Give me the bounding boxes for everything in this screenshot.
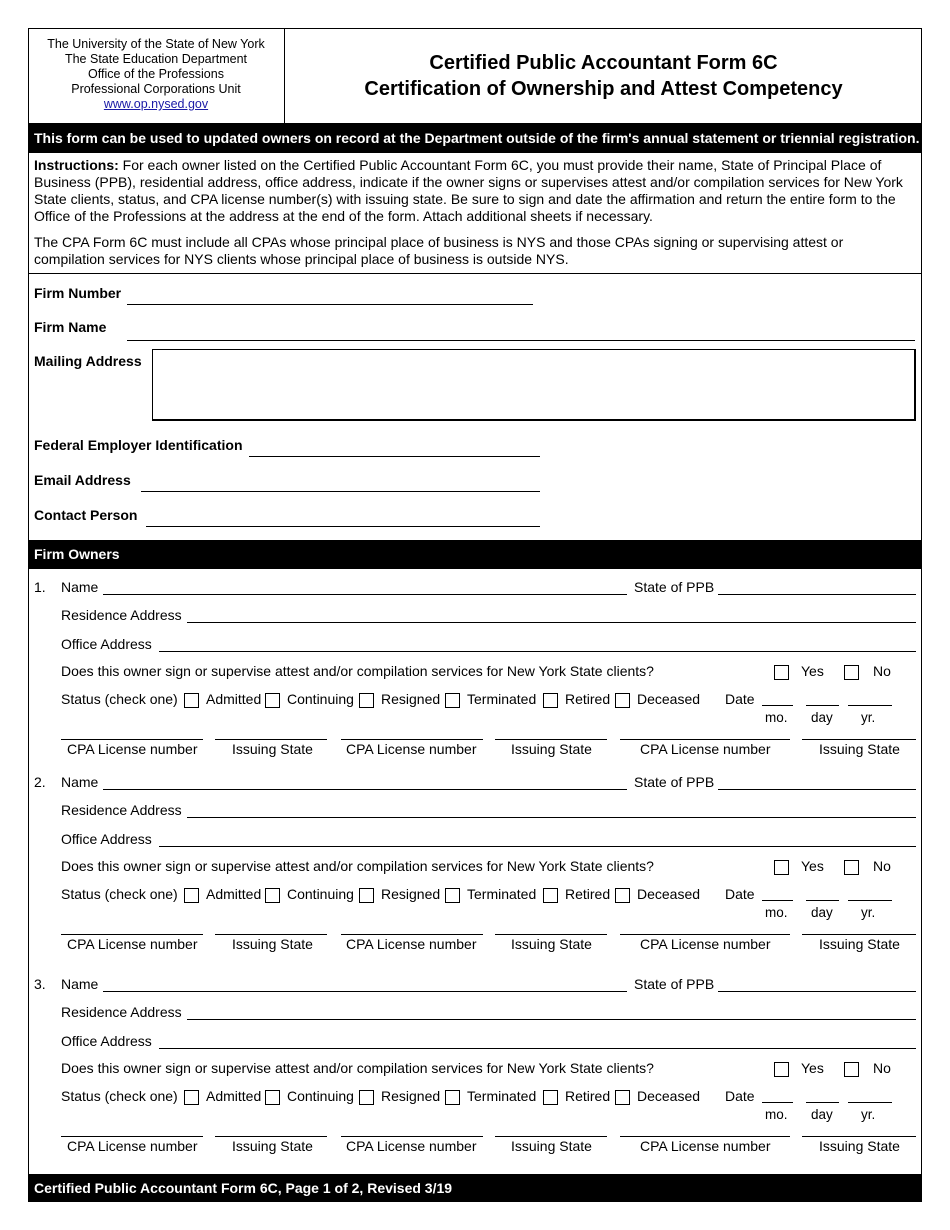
no-checkbox[interactable]: [844, 860, 859, 875]
owner-number: 3.: [34, 976, 46, 992]
state-ppb-field[interactable]: [718, 789, 916, 790]
admitted-label: Admitted: [206, 1088, 262, 1104]
admitted-checkbox[interactable]: [184, 1090, 199, 1105]
attest-question: Does this owner sign or supervise attest and/or compilation services for New York State clients?: [61, 663, 654, 679]
agency-block: [28, 28, 285, 123]
retired-checkbox[interactable]: [543, 693, 558, 708]
cpa-license-label: CPA License number: [67, 1138, 198, 1154]
owner-number: 1.: [34, 579, 46, 595]
issuing-state-field-2[interactable]: [495, 1136, 607, 1137]
instructions-lead: Instructions:: [34, 157, 119, 173]
yes-label: Yes: [801, 858, 824, 874]
yes-label: Yes: [801, 1060, 824, 1076]
date-month-field[interactable]: [762, 1102, 793, 1103]
footer-bar: Certified Public Accountant Form 6C, Page 1 of 2, Revised 3/19: [28, 1174, 922, 1202]
cpa-license-label: CPA License number: [346, 936, 477, 952]
instructions-para2: The CPA Form 6C must include all CPAs whose principal place of business is NYS and those CPAs signing or supervising attest or compilation services for NYS clients whose principal place of business is outside NYS.: [34, 234, 844, 267]
resigned-checkbox[interactable]: [359, 693, 374, 708]
license-number-field-1[interactable]: [61, 739, 203, 740]
mo-label: mo.: [765, 710, 788, 725]
resigned-checkbox[interactable]: [359, 888, 374, 903]
contact-person-field[interactable]: [146, 526, 540, 527]
admitted-checkbox[interactable]: [184, 693, 199, 708]
yes-checkbox[interactable]: [774, 860, 789, 875]
retired-checkbox[interactable]: [543, 1090, 558, 1105]
state-ppb-label: State of PPB: [634, 774, 715, 790]
office-label: Office Address: [61, 1033, 152, 1049]
terminated-label: Terminated: [467, 1088, 537, 1104]
terminated-checkbox[interactable]: [445, 888, 460, 903]
firm-name-label: Firm Name: [34, 319, 107, 335]
yr-label: yr.: [861, 905, 876, 920]
issuing-state-field-3[interactable]: [802, 739, 916, 740]
cpa-license-label: CPA License number: [640, 741, 771, 757]
attest-question: Does this owner sign or supervise attest and/or compilation services for New York State clients?: [61, 1060, 654, 1076]
license-number-field-1[interactable]: [61, 934, 203, 935]
issuing-state-label: Issuing State: [511, 936, 592, 952]
no-label: No: [873, 663, 891, 679]
office-field[interactable]: [159, 1048, 916, 1049]
date-label: Date: [725, 886, 755, 902]
state-ppb-field[interactable]: [718, 991, 916, 992]
no-checkbox[interactable]: [844, 665, 859, 680]
instructions: [34, 157, 914, 225]
cpa-license-label: CPA License number: [67, 936, 198, 952]
no-checkbox[interactable]: [844, 1062, 859, 1077]
date-day-field[interactable]: [806, 705, 839, 706]
firm-owners-header: Firm Owners: [28, 540, 922, 569]
date-year-field[interactable]: [848, 705, 892, 706]
retired-label: Retired: [565, 1088, 611, 1104]
no-label: No: [873, 1060, 891, 1076]
continuing-checkbox[interactable]: [265, 693, 280, 708]
name-label: Name: [61, 976, 99, 992]
issuing-state-field-2[interactable]: [495, 739, 607, 740]
agency-line: The State Education Department: [64, 52, 248, 66]
office-field[interactable]: [159, 846, 916, 847]
day-label: day: [811, 710, 833, 725]
yes-checkbox[interactable]: [774, 1062, 789, 1077]
issuing-state-label: Issuing State: [819, 1138, 900, 1154]
owner-number: 2.: [34, 774, 46, 790]
retired-checkbox[interactable]: [543, 888, 558, 903]
title-line-2: Certification of Ownership and Attest Competency: [364, 78, 843, 100]
cpa-license-label: CPA License number: [346, 1138, 477, 1154]
license-number-field-2[interactable]: [341, 739, 483, 740]
no-label: No: [873, 858, 891, 874]
fein-field[interactable]: [249, 456, 540, 457]
license-number-field-3[interactable]: [620, 739, 790, 740]
status-label: Status (check one): [61, 691, 178, 707]
residence-field[interactable]: [187, 817, 916, 818]
residence-field[interactable]: [187, 1019, 916, 1020]
deceased-label: Deceased: [637, 1088, 701, 1104]
terminated-checkbox[interactable]: [445, 1090, 460, 1105]
date-label: Date: [725, 1088, 755, 1104]
license-number-field-3[interactable]: [620, 934, 790, 935]
office-label: Office Address: [61, 636, 152, 652]
date-year-field[interactable]: [848, 1102, 892, 1103]
issuing-state-field-1[interactable]: [215, 1136, 327, 1137]
mo-label: mo.: [765, 1107, 788, 1122]
firm-number-label: Firm Number: [34, 285, 122, 301]
issuing-state-label: Issuing State: [232, 936, 313, 952]
status-label: Status (check one): [61, 1088, 178, 1104]
date-year-field[interactable]: [848, 900, 892, 901]
date-month-field[interactable]: [762, 705, 793, 706]
continuing-checkbox[interactable]: [265, 888, 280, 903]
retired-label: Retired: [565, 691, 611, 707]
date-day-field[interactable]: [806, 1102, 839, 1103]
day-label: day: [811, 1107, 833, 1122]
residence-label: Residence Address: [61, 802, 182, 818]
instructions-body: For each owner listed on the Certified Public Accountant Form 6C, you must provide their name, State of Principal Place of Business (PPB), residential address, office address, indicate if the owner signs or supervises attest and/or compilation services for New York State clients, status, and CPA license number(s) with issuing state. Be sure to sign and date the affirmation and return the entire form to the Office of the Professions at the address at the end of the form. Attach additional sheets if necessary.: [34, 157, 903, 224]
license-number-field-1[interactable]: [61, 1136, 203, 1137]
name-label: Name: [61, 774, 99, 790]
email-field[interactable]: [141, 491, 540, 492]
issuing-state-label: Issuing State: [232, 741, 313, 757]
admitted-label: Admitted: [206, 691, 262, 707]
issuing-state-field-2[interactable]: [495, 934, 607, 935]
firm-name-field[interactable]: [127, 340, 915, 341]
issuing-state-label: Issuing State: [511, 741, 592, 757]
yes-label: Yes: [801, 663, 824, 679]
deceased-checkbox[interactable]: [615, 693, 630, 708]
continuing-label: Continuing: [287, 1088, 354, 1104]
residence-field[interactable]: [187, 622, 916, 623]
terminated-label: Terminated: [467, 691, 537, 707]
issuing-state-label: Issuing State: [819, 741, 900, 757]
notice-bar: This form can be used to updated owners on record at the Department outside of the firm's annual statement or triennial registration.: [28, 123, 922, 153]
yr-label: yr.: [861, 710, 876, 725]
issuing-state-label: Issuing State: [511, 1138, 592, 1154]
name-field[interactable]: [103, 594, 627, 595]
deceased-checkbox[interactable]: [615, 1090, 630, 1105]
contact-person-label: Contact Person: [34, 507, 138, 523]
continuing-label: Continuing: [287, 886, 354, 902]
deceased-label: Deceased: [637, 886, 701, 902]
date-day-field[interactable]: [806, 900, 839, 901]
cpa-license-label: CPA License number: [640, 1138, 771, 1154]
state-ppb-label: State of PPB: [634, 976, 715, 992]
agency-line: The University of the State of New York: [47, 37, 265, 51]
retired-label: Retired: [565, 886, 611, 902]
form-title: [285, 28, 922, 123]
fein-label: Federal Employer Identification: [34, 437, 243, 453]
admitted-checkbox[interactable]: [184, 888, 199, 903]
admitted-label: Admitted: [206, 886, 262, 902]
terminated-checkbox[interactable]: [445, 693, 460, 708]
issuing-state-label: Issuing State: [232, 1138, 313, 1154]
residence-label: Residence Address: [61, 1004, 182, 1020]
resigned-label: Resigned: [381, 886, 441, 902]
attest-question: Does this owner sign or supervise attest and/or compilation services for New York State clients?: [61, 858, 654, 874]
firm-number-field[interactable]: [127, 304, 533, 305]
continuing-checkbox[interactable]: [265, 1090, 280, 1105]
yes-checkbox[interactable]: [774, 665, 789, 680]
deceased-checkbox[interactable]: [615, 888, 630, 903]
license-number-field-3[interactable]: [620, 1136, 790, 1137]
name-label: Name: [61, 579, 99, 595]
date-label: Date: [725, 691, 755, 707]
office-label: Office Address: [61, 831, 152, 847]
agency-line: Professional Corporations Unit: [71, 82, 241, 96]
issuing-state-field-1[interactable]: [215, 934, 327, 935]
day-label: day: [811, 905, 833, 920]
continuing-label: Continuing: [287, 691, 354, 707]
resigned-label: Resigned: [381, 1088, 441, 1104]
state-ppb-field[interactable]: [718, 594, 916, 595]
date-month-field[interactable]: [762, 900, 793, 901]
cpa-license-label: CPA License number: [346, 741, 477, 757]
name-field[interactable]: [103, 991, 627, 992]
residence-label: Residence Address: [61, 607, 182, 623]
email-label: Email Address: [34, 472, 131, 488]
resigned-checkbox[interactable]: [359, 1090, 374, 1105]
issuing-state-label: Issuing State: [819, 936, 900, 952]
deceased-label: Deceased: [637, 691, 701, 707]
name-field[interactable]: [103, 789, 627, 790]
agency-line: Office of the Professions: [88, 67, 224, 81]
license-number-field-2[interactable]: [341, 934, 483, 935]
issuing-state-field-3[interactable]: [802, 934, 916, 935]
issuing-state-field-3[interactable]: [802, 1136, 916, 1137]
office-field[interactable]: [159, 651, 916, 652]
status-label: Status (check one): [61, 886, 178, 902]
divider: [28, 273, 922, 274]
resigned-label: Resigned: [381, 691, 441, 707]
website-link[interactable]: www.op.nysed.gov: [103, 97, 209, 111]
cpa-license-label: CPA License number: [640, 936, 771, 952]
cpa-license-label: CPA License number: [67, 741, 198, 757]
terminated-label: Terminated: [467, 886, 537, 902]
state-ppb-label: State of PPB: [634, 579, 715, 595]
title-line-1: Certified Public Accountant Form 6C: [429, 52, 778, 74]
license-number-field-2[interactable]: [341, 1136, 483, 1137]
issuing-state-field-1[interactable]: [215, 739, 327, 740]
mo-label: mo.: [765, 905, 788, 920]
mailing-address-label: Mailing Address: [34, 353, 142, 369]
mailing-address-field[interactable]: [152, 349, 916, 421]
yr-label: yr.: [861, 1107, 876, 1122]
